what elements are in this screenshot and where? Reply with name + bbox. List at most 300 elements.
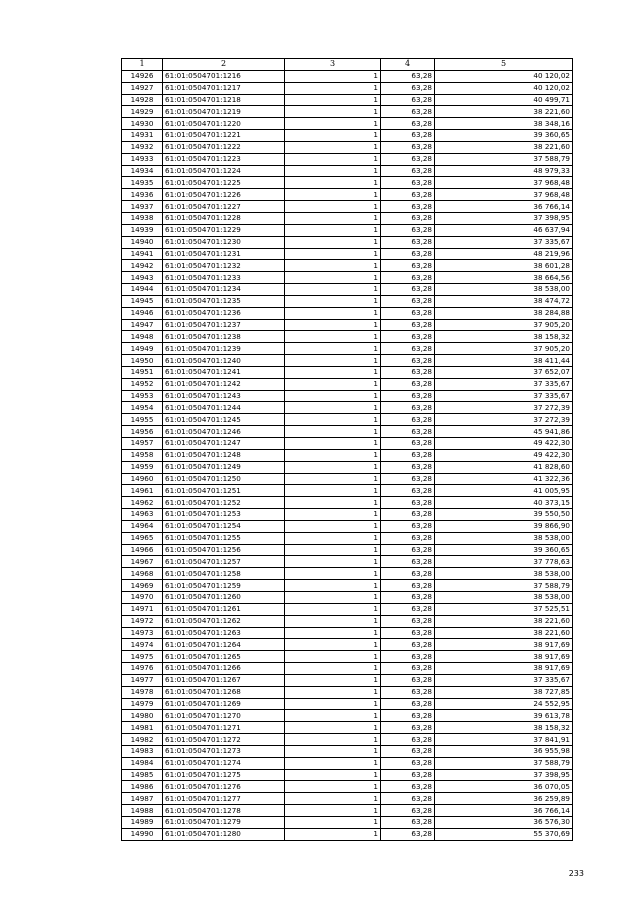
cell-area: 63,28 xyxy=(381,118,435,130)
table-row xyxy=(122,828,573,840)
table-row xyxy=(122,580,573,592)
cell-row-number: 14926 xyxy=(122,70,163,82)
cell-quantity: 1 xyxy=(285,710,381,722)
cell-value: 38 917,69 xyxy=(435,663,573,675)
cell-area: 63,28 xyxy=(381,520,435,532)
cell-area: 63,28 xyxy=(381,295,435,307)
cell-quantity: 1 xyxy=(285,805,381,817)
table-row xyxy=(122,722,573,734)
cell-row-number: 14984 xyxy=(122,757,163,769)
cell-area: 63,28 xyxy=(381,769,435,781)
cell-row-number: 14977 xyxy=(122,674,163,686)
cell-quantity: 1 xyxy=(285,734,381,746)
cell-value: 39 866,90 xyxy=(435,520,573,532)
cell-cadastral-number: 61:01:0504701:1268 xyxy=(163,686,285,698)
cell-row-number: 14986 xyxy=(122,781,163,793)
cell-quantity: 1 xyxy=(285,94,381,106)
cell-row-number: 14955 xyxy=(122,414,163,426)
table-row xyxy=(122,177,573,189)
table-row xyxy=(122,449,573,461)
cell-quantity: 1 xyxy=(285,556,381,568)
cell-value: 40 120,02 xyxy=(435,82,573,94)
cell-quantity: 1 xyxy=(285,615,381,627)
cell-cadastral-number: 61:01:0504701:1233 xyxy=(163,272,285,284)
cell-row-number: 14932 xyxy=(122,141,163,153)
cell-area: 63,28 xyxy=(381,615,435,627)
cell-value: 38 221,60 xyxy=(435,627,573,639)
cell-cadastral-number: 61:01:0504701:1216 xyxy=(163,70,285,82)
header-col-4: 4 xyxy=(381,59,435,71)
cell-area: 63,28 xyxy=(381,603,435,615)
cell-row-number: 14930 xyxy=(122,118,163,130)
cell-area: 63,28 xyxy=(381,591,435,603)
header-col-5: 5 xyxy=(435,59,573,71)
cell-quantity: 1 xyxy=(285,212,381,224)
cell-quantity: 1 xyxy=(285,485,381,497)
cell-row-number: 14987 xyxy=(122,793,163,805)
table-row xyxy=(122,734,573,746)
cell-cadastral-number: 61:01:0504701:1236 xyxy=(163,307,285,319)
cell-area: 63,28 xyxy=(381,319,435,331)
cell-value: 38 474,72 xyxy=(435,295,573,307)
cell-row-number: 14927 xyxy=(122,82,163,94)
cell-area: 63,28 xyxy=(381,378,435,390)
cell-value: 49 422,30 xyxy=(435,449,573,461)
cell-cadastral-number: 61:01:0504701:1251 xyxy=(163,485,285,497)
cell-area: 63,28 xyxy=(381,757,435,769)
cell-quantity: 1 xyxy=(285,402,381,414)
cell-cadastral-number: 61:01:0504701:1269 xyxy=(163,698,285,710)
cell-quantity: 1 xyxy=(285,118,381,130)
table-row xyxy=(122,236,573,248)
cell-value: 37 588,79 xyxy=(435,153,573,165)
cell-quantity: 1 xyxy=(285,686,381,698)
table-row xyxy=(122,745,573,757)
cell-area: 63,28 xyxy=(381,828,435,840)
cell-value: 45 941,86 xyxy=(435,426,573,438)
table-row xyxy=(122,591,573,603)
cell-area: 63,28 xyxy=(381,212,435,224)
cell-row-number: 14933 xyxy=(122,153,163,165)
cell-cadastral-number: 61:01:0504701:1272 xyxy=(163,734,285,746)
cell-cadastral-number: 61:01:0504701:1219 xyxy=(163,106,285,118)
cell-quantity: 1 xyxy=(285,449,381,461)
table-row xyxy=(122,355,573,367)
cell-row-number: 14937 xyxy=(122,201,163,213)
cell-cadastral-number: 61:01:0504701:1257 xyxy=(163,556,285,568)
table-row xyxy=(122,402,573,414)
cell-row-number: 14947 xyxy=(122,319,163,331)
cell-quantity: 1 xyxy=(285,426,381,438)
cell-row-number: 14936 xyxy=(122,189,163,201)
cell-quantity: 1 xyxy=(285,260,381,272)
cell-quantity: 1 xyxy=(285,236,381,248)
cell-row-number: 14950 xyxy=(122,355,163,367)
cell-cadastral-number: 61:01:0504701:1246 xyxy=(163,426,285,438)
table-body xyxy=(122,70,573,840)
cell-row-number: 14929 xyxy=(122,106,163,118)
header-col-2: 2 xyxy=(163,59,285,71)
cell-area: 63,28 xyxy=(381,663,435,675)
cell-cadastral-number: 61:01:0504701:1225 xyxy=(163,177,285,189)
cell-row-number: 14976 xyxy=(122,663,163,675)
cell-value: 36 766,14 xyxy=(435,805,573,817)
header-col-3: 3 xyxy=(285,59,381,71)
table-row xyxy=(122,520,573,532)
cell-row-number: 14978 xyxy=(122,686,163,698)
cell-area: 63,28 xyxy=(381,698,435,710)
register-table xyxy=(121,58,573,841)
cell-row-number: 14972 xyxy=(122,615,163,627)
cell-row-number: 14965 xyxy=(122,532,163,544)
cell-row-number: 14970 xyxy=(122,591,163,603)
cell-quantity: 1 xyxy=(285,674,381,686)
cell-quantity: 1 xyxy=(285,781,381,793)
cell-value: 38 917,69 xyxy=(435,651,573,663)
cell-cadastral-number: 61:01:0504701:1265 xyxy=(163,651,285,663)
cell-area: 63,28 xyxy=(381,366,435,378)
cell-row-number: 14946 xyxy=(122,307,163,319)
cell-row-number: 14967 xyxy=(122,556,163,568)
cell-cadastral-number: 61:01:0504701:1252 xyxy=(163,497,285,509)
cell-value: 41 322,36 xyxy=(435,473,573,485)
cell-cadastral-number: 61:01:0504701:1231 xyxy=(163,248,285,260)
cell-cadastral-number: 61:01:0504701:1237 xyxy=(163,319,285,331)
cell-area: 63,28 xyxy=(381,248,435,260)
cell-cadastral-number: 61:01:0504701:1261 xyxy=(163,603,285,615)
cell-row-number: 14938 xyxy=(122,212,163,224)
table-row xyxy=(122,710,573,722)
cell-row-number: 14958 xyxy=(122,449,163,461)
table-row xyxy=(122,260,573,272)
cell-area: 63,28 xyxy=(381,331,435,343)
cell-row-number: 14931 xyxy=(122,130,163,142)
cell-cadastral-number: 61:01:0504701:1254 xyxy=(163,520,285,532)
cell-value: 46 637,94 xyxy=(435,224,573,236)
cell-cadastral-number: 61:01:0504701:1224 xyxy=(163,165,285,177)
cell-value: 24 552,95 xyxy=(435,698,573,710)
cell-quantity: 1 xyxy=(285,580,381,592)
cell-quantity: 1 xyxy=(285,153,381,165)
table-row xyxy=(122,307,573,319)
table-row xyxy=(122,674,573,686)
cell-cadastral-number: 61:01:0504701:1223 xyxy=(163,153,285,165)
cell-area: 63,28 xyxy=(381,686,435,698)
cell-value: 55 370,69 xyxy=(435,828,573,840)
table-row xyxy=(122,817,573,829)
cell-cadastral-number: 61:01:0504701:1259 xyxy=(163,580,285,592)
cell-row-number: 14953 xyxy=(122,390,163,402)
cell-row-number: 14975 xyxy=(122,651,163,663)
cell-area: 63,28 xyxy=(381,627,435,639)
cell-value: 38 221,60 xyxy=(435,615,573,627)
cell-quantity: 1 xyxy=(285,568,381,580)
cell-cadastral-number: 61:01:0504701:1277 xyxy=(163,793,285,805)
table-row xyxy=(122,615,573,627)
cell-row-number: 14957 xyxy=(122,438,163,450)
cell-value: 37 398,95 xyxy=(435,769,573,781)
cell-area: 63,28 xyxy=(381,532,435,544)
cell-area: 63,28 xyxy=(381,70,435,82)
cell-quantity: 1 xyxy=(285,793,381,805)
cell-row-number: 14974 xyxy=(122,639,163,651)
cell-value: 48 219,96 xyxy=(435,248,573,260)
table-row xyxy=(122,189,573,201)
cell-quantity: 1 xyxy=(285,828,381,840)
cell-area: 63,28 xyxy=(381,509,435,521)
table-row xyxy=(122,781,573,793)
cell-value: 38 284,88 xyxy=(435,307,573,319)
cell-cadastral-number: 61:01:0504701:1244 xyxy=(163,402,285,414)
cell-area: 63,28 xyxy=(381,284,435,296)
cell-row-number: 14989 xyxy=(122,817,163,829)
table-row xyxy=(122,248,573,260)
cell-quantity: 1 xyxy=(285,473,381,485)
cell-row-number: 14971 xyxy=(122,603,163,615)
cell-cadastral-number: 61:01:0504701:1267 xyxy=(163,674,285,686)
cell-area: 63,28 xyxy=(381,805,435,817)
cell-cadastral-number: 61:01:0504701:1229 xyxy=(163,224,285,236)
cell-row-number: 14935 xyxy=(122,177,163,189)
cell-row-number: 14941 xyxy=(122,248,163,260)
cell-row-number: 14982 xyxy=(122,734,163,746)
table-row xyxy=(122,212,573,224)
cell-area: 63,28 xyxy=(381,734,435,746)
cell-quantity: 1 xyxy=(285,757,381,769)
table-row xyxy=(122,224,573,236)
cell-area: 63,28 xyxy=(381,94,435,106)
cell-value: 38 158,32 xyxy=(435,722,573,734)
cell-quantity: 1 xyxy=(285,461,381,473)
cell-row-number: 14948 xyxy=(122,331,163,343)
table-header xyxy=(122,59,573,71)
cell-cadastral-number: 61:01:0504701:1239 xyxy=(163,343,285,355)
cell-area: 63,28 xyxy=(381,165,435,177)
cell-quantity: 1 xyxy=(285,532,381,544)
cell-quantity: 1 xyxy=(285,438,381,450)
cell-cadastral-number: 61:01:0504701:1238 xyxy=(163,331,285,343)
table-row xyxy=(122,414,573,426)
cell-row-number: 14928 xyxy=(122,94,163,106)
cell-cadastral-number: 61:01:0504701:1275 xyxy=(163,769,285,781)
cell-quantity: 1 xyxy=(285,745,381,757)
cell-value: 38 348,16 xyxy=(435,118,573,130)
table-row xyxy=(122,698,573,710)
cell-value: 39 360,65 xyxy=(435,544,573,556)
table-row xyxy=(122,603,573,615)
cell-value: 39 360,65 xyxy=(435,130,573,142)
cell-value: 38 158,32 xyxy=(435,331,573,343)
cell-cadastral-number: 61:01:0504701:1253 xyxy=(163,509,285,521)
cell-row-number: 14944 xyxy=(122,284,163,296)
cell-value: 37 272,39 xyxy=(435,414,573,426)
cell-area: 63,28 xyxy=(381,497,435,509)
cell-quantity: 1 xyxy=(285,165,381,177)
cell-quantity: 1 xyxy=(285,106,381,118)
cell-cadastral-number: 61:01:0504701:1240 xyxy=(163,355,285,367)
table-row xyxy=(122,153,573,165)
cell-value: 37 652,07 xyxy=(435,366,573,378)
cell-quantity: 1 xyxy=(285,520,381,532)
table-row xyxy=(122,272,573,284)
cell-quantity: 1 xyxy=(285,177,381,189)
cell-cadastral-number: 61:01:0504701:1266 xyxy=(163,663,285,675)
cell-area: 63,28 xyxy=(381,793,435,805)
cell-row-number: 14981 xyxy=(122,722,163,734)
cell-quantity: 1 xyxy=(285,378,381,390)
table-row xyxy=(122,473,573,485)
cell-value: 40 120,02 xyxy=(435,70,573,82)
cell-value: 37 968,48 xyxy=(435,189,573,201)
cell-quantity: 1 xyxy=(285,331,381,343)
cell-cadastral-number: 61:01:0504701:1262 xyxy=(163,615,285,627)
cell-cadastral-number: 61:01:0504701:1270 xyxy=(163,710,285,722)
cell-cadastral-number: 61:01:0504701:1232 xyxy=(163,260,285,272)
cell-value: 37 335,67 xyxy=(435,236,573,248)
cell-quantity: 1 xyxy=(285,390,381,402)
cell-cadastral-number: 61:01:0504701:1249 xyxy=(163,461,285,473)
table-row xyxy=(122,461,573,473)
cell-cadastral-number: 61:01:0504701:1242 xyxy=(163,378,285,390)
cell-cadastral-number: 61:01:0504701:1255 xyxy=(163,532,285,544)
cell-row-number: 14956 xyxy=(122,426,163,438)
cell-quantity: 1 xyxy=(285,70,381,82)
cell-quantity: 1 xyxy=(285,639,381,651)
cell-cadastral-number: 61:01:0504701:1230 xyxy=(163,236,285,248)
cell-area: 63,28 xyxy=(381,426,435,438)
table-row xyxy=(122,343,573,355)
cell-cadastral-number: 61:01:0504701:1273 xyxy=(163,745,285,757)
table-row xyxy=(122,627,573,639)
cell-value: 37 968,48 xyxy=(435,177,573,189)
cell-quantity: 1 xyxy=(285,769,381,781)
cell-cadastral-number: 61:01:0504701:1234 xyxy=(163,284,285,296)
cell-cadastral-number: 61:01:0504701:1280 xyxy=(163,828,285,840)
cell-area: 63,28 xyxy=(381,130,435,142)
cell-quantity: 1 xyxy=(285,141,381,153)
cell-area: 63,28 xyxy=(381,710,435,722)
cell-value: 37 588,79 xyxy=(435,580,573,592)
table-row xyxy=(122,319,573,331)
cell-cadastral-number: 61:01:0504701:1279 xyxy=(163,817,285,829)
table-row xyxy=(122,769,573,781)
cell-area: 63,28 xyxy=(381,651,435,663)
table-row xyxy=(122,485,573,497)
table-row xyxy=(122,106,573,118)
cell-row-number: 14954 xyxy=(122,402,163,414)
cell-row-number: 14934 xyxy=(122,165,163,177)
cell-quantity: 1 xyxy=(285,544,381,556)
cell-quantity: 1 xyxy=(285,497,381,509)
cell-area: 63,28 xyxy=(381,485,435,497)
cell-cadastral-number: 61:01:0504701:1235 xyxy=(163,295,285,307)
cell-cadastral-number: 61:01:0504701:1243 xyxy=(163,390,285,402)
cell-value: 40 499,71 xyxy=(435,94,573,106)
cell-row-number: 14959 xyxy=(122,461,163,473)
cell-row-number: 14951 xyxy=(122,366,163,378)
cell-value: 41 005,95 xyxy=(435,485,573,497)
cell-cadastral-number: 61:01:0504701:1227 xyxy=(163,201,285,213)
cell-value: 36 259,89 xyxy=(435,793,573,805)
cell-value: 36 955,98 xyxy=(435,745,573,757)
cell-row-number: 14961 xyxy=(122,485,163,497)
table-row xyxy=(122,94,573,106)
cell-value: 38 538,00 xyxy=(435,284,573,296)
cell-quantity: 1 xyxy=(285,698,381,710)
cell-area: 63,28 xyxy=(381,781,435,793)
cell-area: 63,28 xyxy=(381,544,435,556)
cell-value: 37 588,79 xyxy=(435,757,573,769)
cell-row-number: 14963 xyxy=(122,509,163,521)
table-row xyxy=(122,568,573,580)
cell-quantity: 1 xyxy=(285,201,381,213)
cell-cadastral-number: 61:01:0504701:1271 xyxy=(163,722,285,734)
cell-cadastral-number: 61:01:0504701:1245 xyxy=(163,414,285,426)
cell-quantity: 1 xyxy=(285,82,381,94)
cell-value: 36 070,05 xyxy=(435,781,573,793)
cell-area: 63,28 xyxy=(381,556,435,568)
cell-row-number: 14966 xyxy=(122,544,163,556)
cell-quantity: 1 xyxy=(285,591,381,603)
cell-row-number: 14943 xyxy=(122,272,163,284)
table-row xyxy=(122,532,573,544)
cell-value: 36 576,30 xyxy=(435,817,573,829)
cell-area: 63,28 xyxy=(381,461,435,473)
table-row xyxy=(122,497,573,509)
cell-cadastral-number: 61:01:0504701:1248 xyxy=(163,449,285,461)
cell-area: 63,28 xyxy=(381,106,435,118)
cell-quantity: 1 xyxy=(285,603,381,615)
cell-area: 63,28 xyxy=(381,153,435,165)
cell-row-number: 14968 xyxy=(122,568,163,580)
cell-value: 49 422,30 xyxy=(435,438,573,450)
table-row xyxy=(122,793,573,805)
table-row xyxy=(122,165,573,177)
cell-area: 63,28 xyxy=(381,201,435,213)
cell-value: 37 398,95 xyxy=(435,212,573,224)
cell-quantity: 1 xyxy=(285,627,381,639)
cell-area: 63,28 xyxy=(381,224,435,236)
cell-row-number: 14985 xyxy=(122,769,163,781)
table-row xyxy=(122,651,573,663)
cell-area: 63,28 xyxy=(381,177,435,189)
cell-cadastral-number: 61:01:0504701:1263 xyxy=(163,627,285,639)
cell-value: 38 664,56 xyxy=(435,272,573,284)
cell-quantity: 1 xyxy=(285,130,381,142)
cell-area: 63,28 xyxy=(381,568,435,580)
cell-area: 63,28 xyxy=(381,189,435,201)
cell-cadastral-number: 61:01:0504701:1222 xyxy=(163,141,285,153)
cell-area: 63,28 xyxy=(381,580,435,592)
cell-quantity: 1 xyxy=(285,284,381,296)
cell-cadastral-number: 61:01:0504701:1247 xyxy=(163,438,285,450)
cell-value: 37 335,67 xyxy=(435,674,573,686)
cell-value: 40 373,15 xyxy=(435,497,573,509)
cell-area: 63,28 xyxy=(381,82,435,94)
cell-row-number: 14960 xyxy=(122,473,163,485)
cell-row-number: 14988 xyxy=(122,805,163,817)
cell-value: 48 979,33 xyxy=(435,165,573,177)
cell-row-number: 14939 xyxy=(122,224,163,236)
table-row xyxy=(122,331,573,343)
cell-area: 63,28 xyxy=(381,449,435,461)
cell-quantity: 1 xyxy=(285,224,381,236)
cell-area: 63,28 xyxy=(381,260,435,272)
cell-row-number: 14979 xyxy=(122,698,163,710)
cell-value: 37 525,51 xyxy=(435,603,573,615)
cell-value: 38 538,00 xyxy=(435,532,573,544)
table-row xyxy=(122,426,573,438)
